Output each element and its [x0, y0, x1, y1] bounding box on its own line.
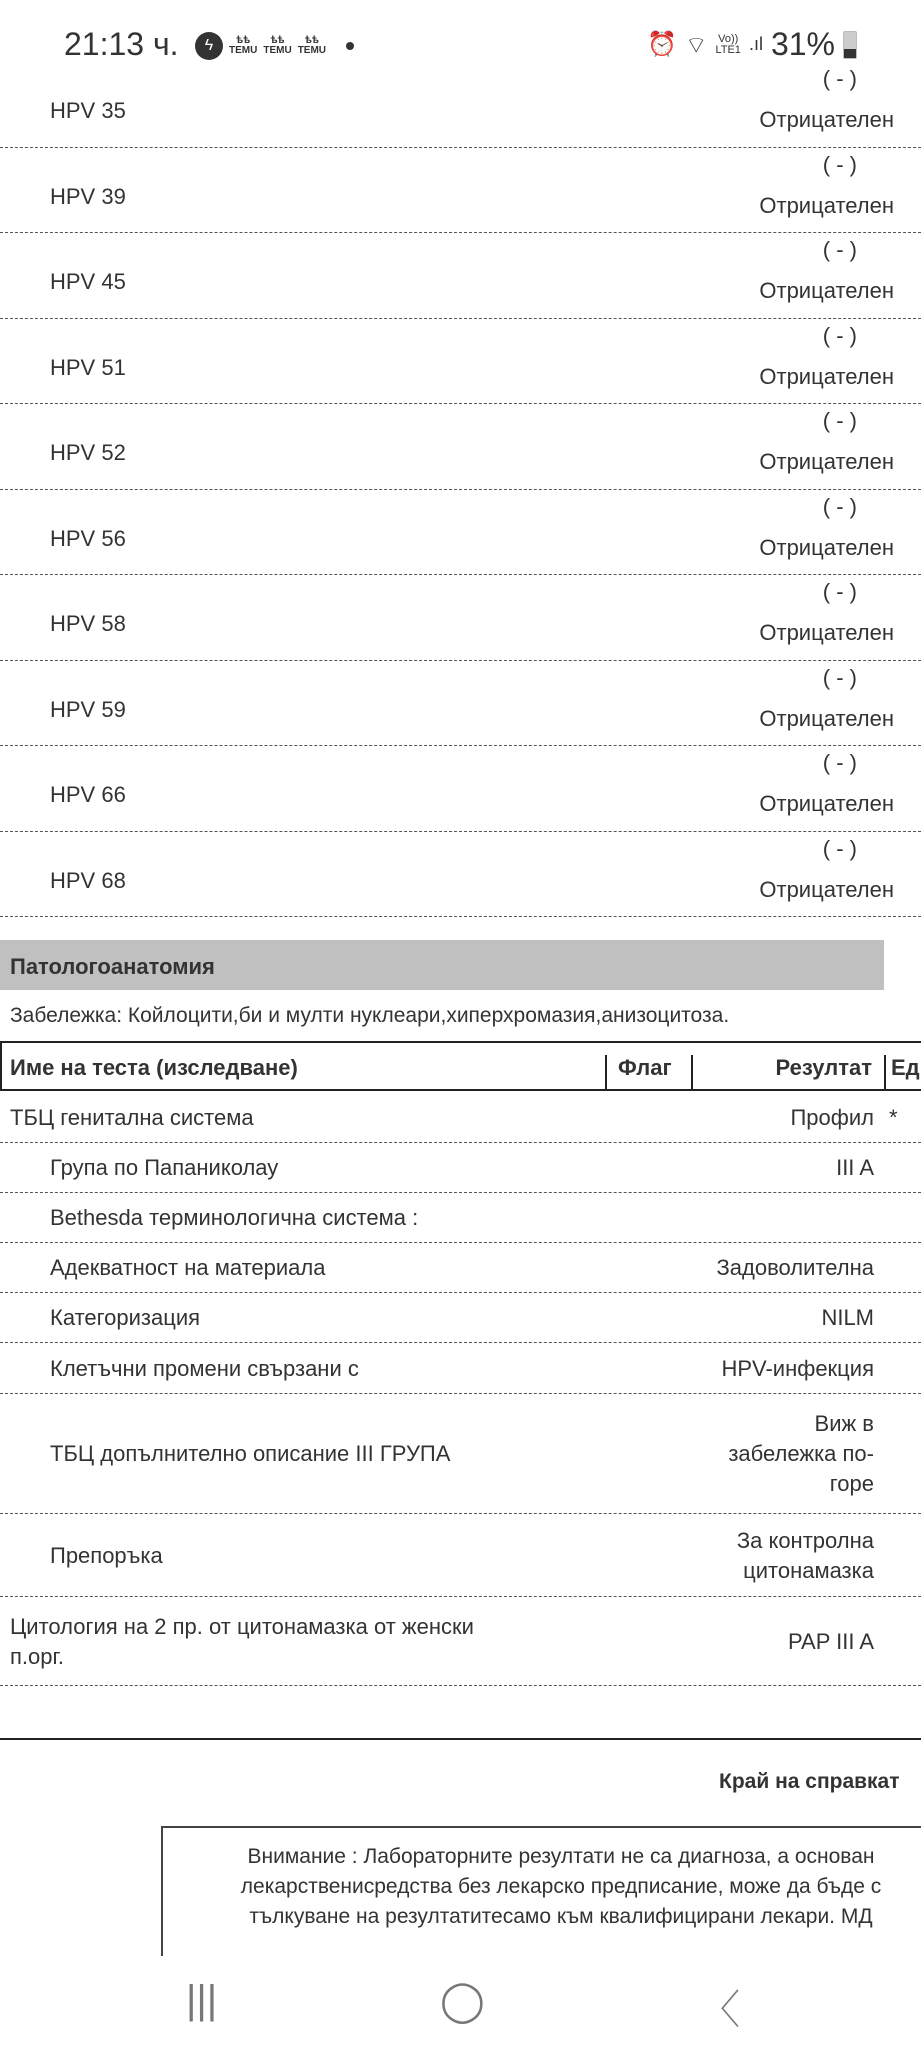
hpv-results-list — [0, 62, 921, 917]
battery-icon — [843, 31, 857, 59]
test-name: Адекватност на материала — [50, 1255, 326, 1280]
hpv-type: HPV 68 — [50, 867, 126, 893]
result-value: Отрицателен — [759, 620, 894, 645]
result-sign: ( - ) — [822, 151, 857, 177]
test-result: NILM — [821, 1305, 874, 1330]
hpv-type: HPV 59 — [50, 696, 126, 722]
hpv-type: HPV 45 — [50, 269, 126, 294]
test-name: Категоризация — [50, 1305, 201, 1330]
home-button[interactable]: ◯ — [440, 1979, 485, 2023]
temu-icon: ѣѣ TEMU — [229, 35, 258, 56]
result-sign: ( - ) — [822, 322, 857, 348]
hpv-row — [0, 575, 921, 661]
hpv-row — [0, 490, 921, 576]
hpv-type: HPV 66 — [50, 782, 126, 807]
section-note: Забележка: Койлоцити,би и мулти нуклеари,хиперхромазия,анизоцитоза. — [10, 1004, 730, 1027]
test-result: Профил — [790, 1105, 874, 1130]
hpv-row — [0, 233, 921, 319]
test-result: III A — [836, 1155, 874, 1180]
table-row — [0, 1193, 921, 1243]
result-value: Отрицателен — [759, 791, 894, 816]
result-sign: ( - ) — [822, 408, 857, 433]
test-name: Препоръка — [50, 1542, 163, 1568]
result-sign: ( - ) — [822, 750, 857, 775]
result-sign: ( - ) — [822, 237, 857, 262]
result-sign: ( - ) — [822, 66, 857, 91]
result-value: Отрицателен — [759, 534, 894, 560]
status-bar — [0, 0, 921, 64]
hpv-row — [0, 832, 921, 918]
header-unit: Ед — [891, 1055, 920, 1080]
volte-indicator: Vo)) LTE1 — [715, 32, 741, 56]
test-result: HPV-инфекция — [721, 1355, 874, 1381]
result-sign: ( - ) — [822, 579, 857, 604]
hpv-type: HPV 51 — [50, 354, 126, 380]
test-name: ТБЦ генитална система — [10, 1105, 254, 1130]
result-sign: ( - ) — [822, 835, 857, 861]
temu-icon: ѣѣ TEMU — [297, 35, 327, 56]
result-value: Отрицателен — [759, 278, 894, 303]
report-end-label: Край на справкат — [719, 1770, 900, 1793]
header-test-name: Име на теста (изследване) — [10, 1055, 298, 1080]
result-sign: ( - ) — [822, 493, 857, 519]
navigation-bar — [0, 1956, 921, 2048]
test-result: Задоволителна — [716, 1255, 874, 1280]
result-value: Отрицателен — [759, 449, 894, 474]
disclaimer-line: тълкуване на резултатитесамо към квалифицирани лекари. МД — [249, 1905, 873, 1928]
test-name: Група по Папаниколау — [50, 1155, 279, 1180]
recents-button[interactable]: ||| — [186, 1978, 218, 2022]
hpv-type: HPV 35 — [50, 98, 126, 123]
result-value: Отрицателен — [759, 363, 894, 389]
more-notifications-dot — [346, 42, 354, 50]
result-value: Отрицателен — [759, 876, 894, 902]
wifi-icon: ⌔ — [684, 31, 708, 59]
test-name: Bethesda терминологична система : — [50, 1205, 419, 1230]
test-result: За контролна цитонамазка — [736, 1527, 874, 1583]
test-unit: * — [889, 1105, 898, 1130]
temu-icon: ѣѣ TEMU — [263, 35, 292, 56]
section-header: Патологоанатомия — [0, 940, 884, 990]
disclaimer-box — [161, 1826, 921, 1956]
header-flag: Флаг — [618, 1055, 672, 1080]
test-name: Клетъчни промени свързани с — [50, 1355, 359, 1381]
table-row — [0, 1394, 921, 1514]
hpv-row — [0, 62, 921, 148]
hpv-row — [0, 319, 921, 405]
messenger-icon: ϟ — [195, 32, 223, 60]
hpv-row — [0, 746, 921, 832]
result-value: Отрицателен — [759, 192, 894, 218]
header-result: Резултат — [775, 1055, 872, 1080]
table-row — [0, 1143, 921, 1193]
table-row — [0, 1343, 921, 1394]
disclaimer-line: лекарственисредства без лекарско предписание, може да бъде с — [240, 1875, 882, 1898]
hpv-type: HPV 39 — [50, 183, 126, 209]
clock: 21:13 ч. — [64, 26, 179, 62]
hpv-row — [0, 404, 921, 490]
test-name: Цитология на 2 пр. от цитонамазка от женски п.орг. — [10, 1613, 474, 1669]
divider — [0, 1738, 921, 1740]
test-result: PAP III A — [787, 1628, 874, 1654]
back-button[interactable]: 〈 — [700, 1988, 740, 2032]
notification-icons — [195, 32, 354, 60]
hpv-type: HPV 52 — [50, 440, 126, 465]
table-header — [0, 1041, 921, 1091]
test-result: Виж в забележка по- горе — [728, 1411, 874, 1496]
table-row — [0, 1597, 921, 1686]
hpv-type: HPV 58 — [50, 611, 126, 636]
test-name: ТБЦ допълнително описание III ГРУПА — [50, 1441, 451, 1466]
hpv-row — [0, 148, 921, 234]
table-row — [0, 1293, 921, 1343]
table-row — [0, 1243, 921, 1293]
table-row — [0, 1093, 921, 1143]
battery-percent: 31% — [770, 26, 835, 62]
table-row — [0, 1514, 921, 1597]
hpv-type: HPV 56 — [50, 525, 126, 551]
result-value: Отрицателен — [759, 107, 894, 132]
result-value: Отрицателен — [759, 705, 894, 731]
disclaimer-line: Внимание : Лабораторните резултати не са диагноза, а основан — [247, 1845, 875, 1868]
alarm-icon: ⏰ — [647, 31, 677, 58]
signal-icon: .ıl — [748, 34, 763, 54]
hpv-row — [0, 661, 921, 747]
pathology-table — [0, 1093, 921, 1686]
result-sign: ( - ) — [822, 664, 857, 690]
